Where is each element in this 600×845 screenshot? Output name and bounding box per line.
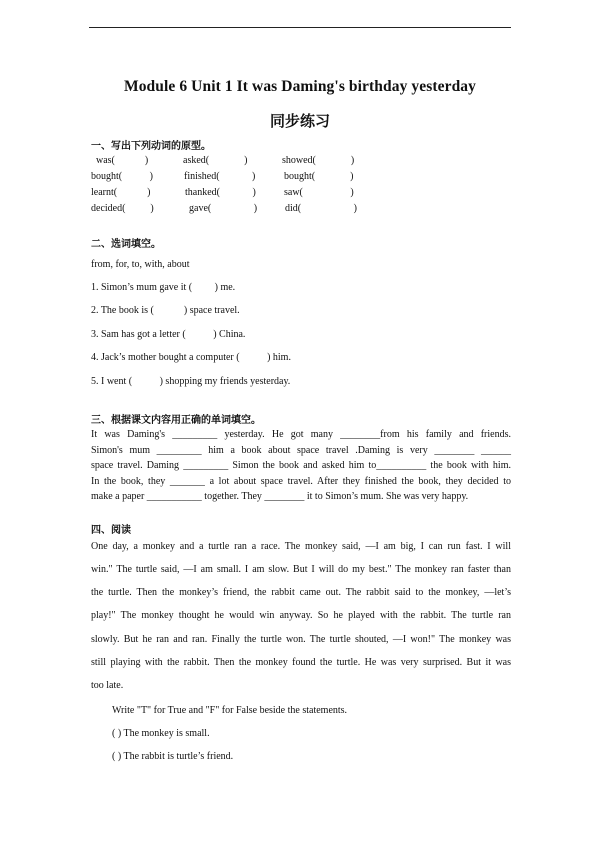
page-title: Module 6 Unit 1 It was Daming's birthday yesterday [123, 78, 477, 95]
verb-item: saw( ) [284, 187, 354, 198]
verb-item: showed( ) [282, 155, 355, 166]
fill-item: 5. I went ( ) shopping my friends yesterday. [91, 376, 291, 387]
verb-item: bought( ) [284, 171, 354, 182]
verb-item: finished( ) [184, 171, 256, 182]
passage-line: still playing with the rabbit. Then the monkey found the turtle. He was very surprised. But it was [91, 657, 511, 668]
cloze-line: Simon's mum _________ him a book about space travel .Daming is very ________ ______ [91, 445, 511, 456]
header-rule [89, 27, 511, 28]
word-bank: from, for, to, with, about [91, 259, 190, 270]
passage-line: win." The turtle said, —I am small. I am slow. But I will do my best." The monkey ran faster than [91, 564, 511, 575]
statement: ( ) The monkey is small. [112, 728, 210, 739]
fill-item: 3. Sam has got a letter ( ) China. [91, 329, 246, 340]
verb-item: asked( ) [183, 155, 248, 166]
section3-heading: 三、根据课文内容用正确的单词填空。 [91, 415, 261, 426]
verb-item: bought( ) [91, 171, 153, 182]
fill-item: 4. Jack’s mother bought a computer ( ) him. [91, 352, 291, 363]
fill-item: 2. The book is ( ) space travel. [91, 305, 240, 316]
instruction: Write "T" for True and "F" for False beside the statements. [112, 705, 348, 716]
cloze-line: It was Daming's _________ yesterday. He got many ________from his family and friends. [91, 429, 511, 440]
statement: ( ) The rabbit is turtle’s friend. [112, 751, 234, 762]
verb-item: did( ) [285, 203, 357, 214]
page-subtitle: 同步练习 [269, 112, 330, 130]
section1-heading: 一、写出下列动词的原型。 [91, 141, 211, 152]
cloze-line: In the book, they _______ a lot about space travel. After they finished the book, they decided to [91, 476, 511, 487]
passage-line: One day, a monkey and a turtle ran a race. The monkey said, —I am big, I can run fast. I will [91, 541, 511, 552]
section4-heading: 四、阅读 [91, 525, 131, 536]
passage-line: too late. [91, 680, 124, 691]
passage-line: play!" The monkey thought he would win anyway. So he played with the rabbit. The turtle ran [91, 610, 511, 621]
verb-item: thanked( ) [185, 187, 256, 198]
section2-heading: 二、选词填空。 [91, 239, 161, 250]
cloze-line: make a paper ___________ together. They ________ it to Simon’s mum. She was very happy. [91, 491, 469, 502]
verb-item: learnt( ) [91, 187, 151, 198]
passage-line: the turtle. Then the monkey’s friend, the rabbit came out. The rabbit said to the monkey, —let’s [91, 587, 511, 598]
fill-item: 1. Simon’s mum gave it ( ) me. [91, 282, 236, 293]
cloze-line: space travel. Daming _________ Simon the book and asked him to__________ the book with him. [91, 460, 511, 471]
verb-item: gave( ) [189, 203, 258, 214]
passage-line: slowly. But he ran and ran. Finally the turtle won. The turtle shouted, —I won!" The monkey was [91, 634, 511, 645]
verb-item: decided( ) [91, 203, 154, 214]
verb-item: was( ) [96, 155, 149, 166]
